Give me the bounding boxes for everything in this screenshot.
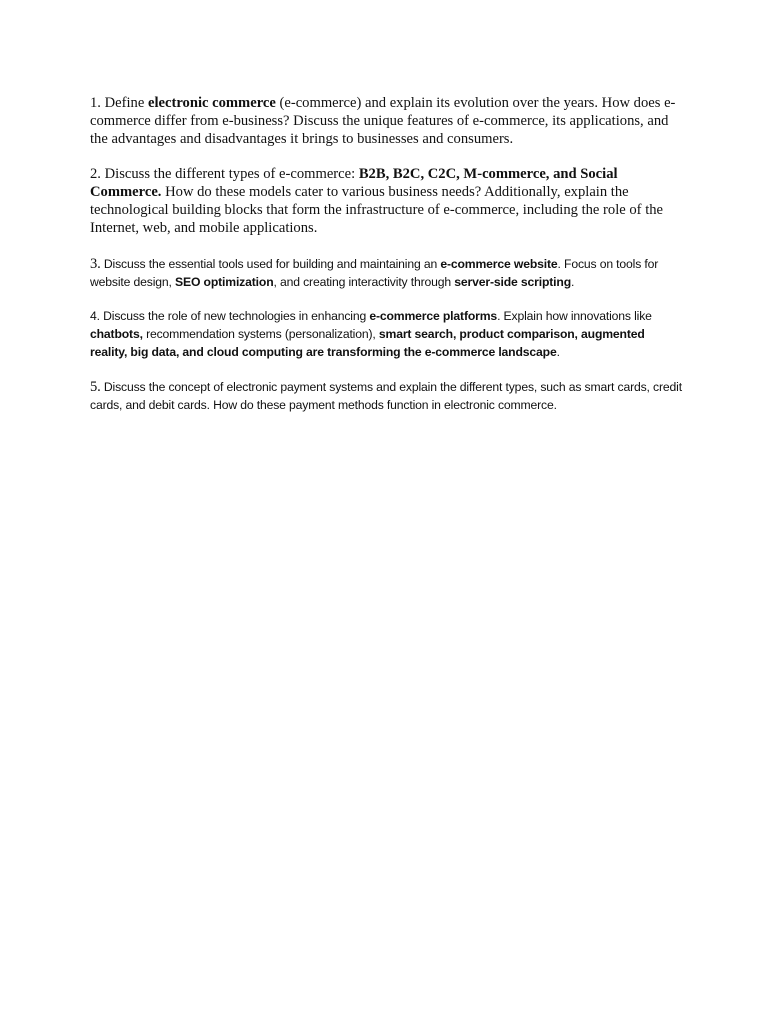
question-bold-text: SEO optimization xyxy=(175,275,274,289)
question-text: recommendation systems (personalization), xyxy=(142,327,379,341)
question-number: 5. xyxy=(90,379,101,395)
question-text: Discuss the different types of e-commerce: xyxy=(100,166,359,182)
question-text: . xyxy=(556,345,560,359)
question-3 xyxy=(90,255,685,291)
question-text: Discuss the concept of electronic payment systems and explain the different types, such as smart cards, credit cards, and debit cards. How do these payment methods function in electronic commerce. xyxy=(90,380,682,412)
question-bold-text: electronic commerce xyxy=(147,95,276,111)
question-number: 4. xyxy=(90,309,100,323)
question-text: Discuss the role of new technologies in enhancing xyxy=(99,309,370,323)
question-2 xyxy=(90,165,685,237)
question-text: . Explain how innovations like xyxy=(497,309,652,323)
question-number: 3. xyxy=(90,256,101,272)
question-1 xyxy=(90,94,685,148)
question-bold-text: B2B, B2C, C2C, M-commerce, and Social Commerce. xyxy=(90,166,618,200)
question-bold-text: smart search, product comparison, augmented reality, big data, and cloud computing are transforming the e-commerce landscape xyxy=(90,327,645,359)
question-text: . Focus on tools for website design, xyxy=(90,257,659,289)
question-text: Discuss the essential tools used for building and maintaining an xyxy=(100,257,441,271)
question-bold-text: chatbots, xyxy=(90,327,143,341)
question-5 xyxy=(90,378,685,414)
question-bold-text: e-commerce platforms xyxy=(369,309,498,323)
question-text: . xyxy=(571,275,575,289)
question-bold-text: e-commerce website xyxy=(440,257,558,271)
question-text: , and creating interactivity through xyxy=(273,275,455,289)
question-text: (e-commerce) and explain its evolution over the years. How does e-commerce differ from e-business? Discuss the unique features of e-commerce, its applications, and the advantages and disadvantages it brings to businesses and consumers. xyxy=(90,95,676,147)
question-text: How do these models cater to various business needs? Additionally, explain the technological building blocks that form the infrastructure of e-commerce, including the role of the Internet, web, and mobile applications. xyxy=(90,184,664,236)
question-bold-text: server-side scripting xyxy=(454,275,571,289)
question-4 xyxy=(90,307,685,361)
question-text: Define xyxy=(100,95,148,111)
question-number: 1. xyxy=(90,95,101,111)
question-number: 2. xyxy=(90,166,101,182)
